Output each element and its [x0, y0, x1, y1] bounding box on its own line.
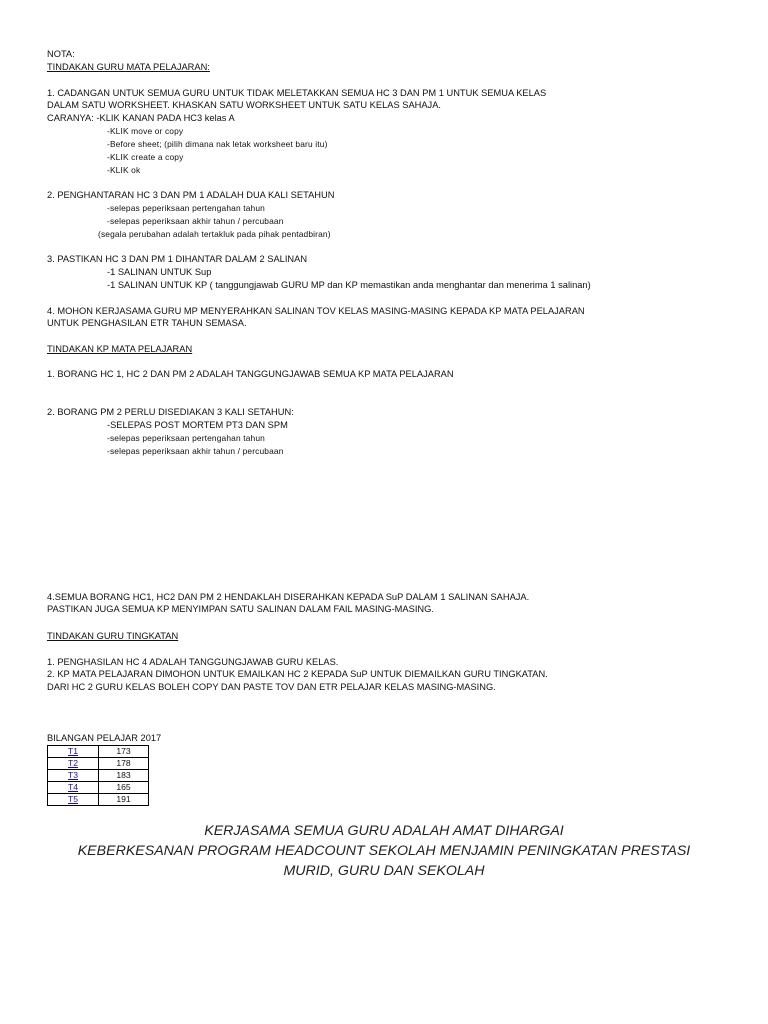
kp-p2-item: -selepas peperiksaan akhir tahun / percubaan — [107, 446, 284, 456]
table-cell-label — [48, 782, 99, 794]
sheet-link-t1[interactable]: T1 — [67, 746, 79, 756]
caranya-step: -Before sheet; (pilih dimana nak letak worksheet baru itu) — [107, 139, 328, 149]
table-row — [48, 782, 149, 794]
caranya-step: -KLIK create a copy — [107, 152, 184, 162]
table-row — [48, 770, 149, 782]
kp-mp-heading: TINDAKAN KP MATA PELAJARAN — [47, 344, 193, 354]
footer-line: KERJASAMA SEMUA GURU ADALAH AMAT DIHARGAI — [204, 823, 564, 839]
guru-tingkatan-line: 2. KP MATA PELAJARAN DIMOHON UNTUK EMAILKAN HC 2 KEPADA SuP UNTUK DIEMAILKAN GURU TINGKATAN. — [47, 669, 548, 679]
kp-mp-p1: 1. BORANG HC 1, HC 2 DAN PM 2 ADALAH TANGGUNGJAWAB SEMUA KP MATA PELAJARAN — [47, 369, 454, 379]
guru-tingkatan-line: 1. PENGHASILAN HC 4 ADALAH TANGGUNGJAWAB GURU KELAS. — [47, 657, 339, 667]
guru-mp-p3-line: 3. PASTIKAN HC 3 DAN PM 1 DIHANTAR DALAM 2 SALINAN — [47, 254, 308, 264]
kp-mp-p2-line: 2. BORANG PM 2 PERLU DISEDIAKAN 3 KALI SETAHUN: — [47, 407, 294, 417]
table-cell-label — [48, 794, 99, 806]
guru-tingkatan-heading: TINDAKAN GURU TINGKATAN — [47, 631, 179, 641]
table-row — [48, 746, 149, 758]
guru-mp-caranya: CARANYA: -KLIK KANAN PADA HC3 kelas A — [47, 113, 235, 123]
guru-mp-p2-line: 2. PENGHANTARAN HC 3 DAN PM 1 ADALAH DUA KALI SETAHUN — [47, 190, 335, 200]
p3-item: -1 SALINAN UNTUK Sup — [107, 267, 212, 277]
bilangan-title: BILANGAN PELAJAR 2017 — [47, 733, 162, 743]
p2-item: -selepas peperiksaan akhir tahun / percubaan — [107, 216, 284, 226]
table-cell-value: 178 — [99, 758, 149, 770]
sheet-link-t4[interactable]: T4 — [67, 782, 79, 792]
kp-p2-item: -SELEPAS POST MORTEM PT3 DAN SPM — [107, 420, 288, 430]
sheet-link-t2[interactable]: T2 — [67, 758, 79, 768]
guru-mp-p1-line2: DALAM SATU WORKSHEET. KHASKAN SATU WORKSHEET UNTUK SATU KELAS SAHAJA. — [47, 100, 441, 110]
table-cell-label — [48, 758, 99, 770]
p2-note: (segala perubahan adalah tertakluk pada pihak pentadbiran) — [98, 229, 331, 239]
guru-mp-heading: TINDAKAN GURU MATA PELAJARAN: — [47, 62, 210, 72]
sheet-link-t5[interactable]: T5 — [67, 794, 79, 804]
footer-line: MURID, GURU DAN SEKOLAH — [283, 863, 485, 879]
table-cell-value: 183 — [99, 770, 149, 782]
p2-item: -selepas peperiksaan pertengahan tahun — [107, 203, 265, 213]
guru-tingkatan-line: DARI HC 2 GURU KELAS BOLEH COPY DAN PASTE TOV DAN ETR PELAJAR KELAS MASING-MASING. — [47, 682, 496, 692]
caranya-step: -KLIK move or copy — [107, 126, 184, 136]
footer-line: KEBERKESANAN PROGRAM HEADCOUNT SEKOLAH MENJAMIN PENINGKATAN PRESTASI — [77, 843, 691, 859]
table-row — [48, 794, 149, 806]
table-cell-value: 165 — [99, 782, 149, 794]
kp-p2-item: -selepas peperiksaan pertengahan tahun — [107, 433, 265, 443]
nota-label: NOTA: — [47, 49, 75, 59]
table-cell-label — [48, 746, 99, 758]
guru-mp-p4-line2: UNTUK PENGHASILAN ETR TAHUN SEMASA. — [47, 318, 247, 328]
sheet-link-t3[interactable]: T3 — [67, 770, 79, 780]
bilangan-table — [47, 745, 149, 806]
table-cell-label — [48, 770, 99, 782]
p3-item: -1 SALINAN UNTUK KP ( tanggungjawab GURU MP dan KP memastikan anda menghantar dan menerima 1 salinan) — [107, 280, 591, 290]
kp-mp-p4-line1: 4.SEMUA BORANG HC1, HC2 DAN PM 2 HENDAKLAH DISERAHKAN KEPADA SuP DALAM 1 SALINAN SAHAJA. — [47, 592, 530, 602]
guru-mp-p4-line1: 4. MOHON KERJASAMA GURU MP MENYERAHKAN SALINAN TOV KELAS MASING-MASING KEPADA KP MATA PELAJARAN — [47, 306, 585, 316]
guru-mp-p1-line1: 1. CADANGAN UNTUK SEMUA GURU UNTUK TIDAK MELETAKKAN SEMUA HC 3 DAN PM 1 UNTUK SEMUA KELAS — [47, 88, 547, 98]
table-cell-value: 191 — [99, 794, 149, 806]
kp-mp-p4-line2: PASTIKAN JUGA SEMUA KP MENYIMPAN SATU SALINAN DALAM FAIL MASING-MASING. — [47, 604, 434, 614]
caranya-step: -KLIK ok — [107, 165, 141, 175]
table-row — [48, 758, 149, 770]
table-cell-value: 173 — [99, 746, 149, 758]
